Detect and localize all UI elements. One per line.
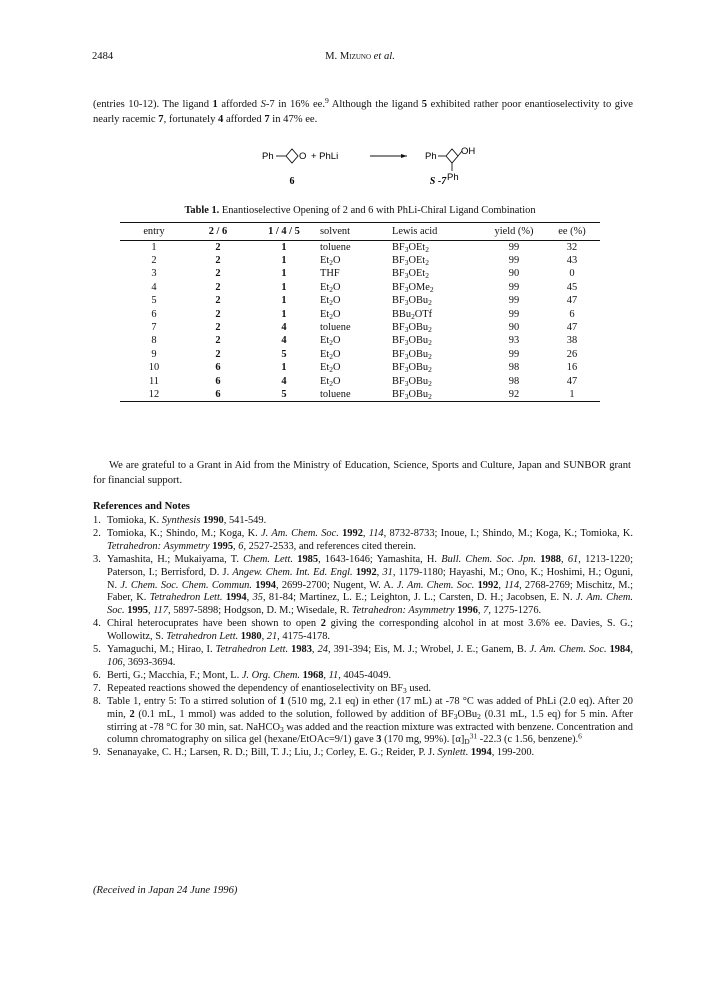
reagent-phli: + PhLi	[311, 151, 339, 162]
cell-ee: 43	[566, 254, 578, 266]
lewis-acid-subscript: 2	[425, 258, 429, 268]
table	[120, 222, 600, 402]
cell-yield: 90	[508, 321, 520, 333]
reference-item	[93, 683, 633, 696]
cell-substrate: 6	[215, 362, 221, 374]
cell-solvent	[320, 348, 392, 361]
references-title: References and Notes	[93, 501, 190, 512]
cell-solvent	[320, 267, 392, 280]
lewis-acid-text: BF	[392, 268, 405, 280]
stereo-label: S	[260, 99, 266, 110]
table-row	[120, 348, 600, 361]
lewis-acid-text: BF	[392, 241, 405, 253]
table-caption	[0, 204, 720, 218]
cell-lewis-acid	[392, 334, 484, 347]
reference-text: Senanayake, C. H.; Larsen, R. D.; Bill, T. J.; Liu, J.; Corley, E. G.; Reider, P. J. Synlett. 1994, 199-200.	[107, 747, 535, 759]
cell-ligand: 4	[281, 375, 287, 387]
lewis-acid-subscript: 3	[404, 258, 409, 268]
cell-entry: 4	[151, 281, 157, 293]
lewis-acid-subscript: 3	[404, 352, 409, 361]
table-row	[120, 294, 600, 307]
cell-ee: 26	[566, 348, 578, 360]
cell-solvent	[320, 281, 392, 294]
lewis-acid-subscript: 3	[404, 378, 409, 388]
lewis-acid-subscript: 3	[404, 392, 409, 402]
reference-number: 3.	[93, 553, 101, 565]
reference-number: 7.	[93, 682, 101, 694]
lewis-acid-text: BF	[392, 388, 405, 400]
cell-entry: 2	[151, 254, 157, 266]
cell-ligand: 1	[281, 281, 287, 293]
reference-text: Yamaguchi, M.; Hirao, I. Tetrahedron Lett. 1983, 24, 391-394; Eis, M. J.; Wrobel, J. E.; Ganem, B. J. Am. Chem. Soc. 1984, 106, 3693-3694.	[107, 644, 633, 668]
lewis-acid-text: OMe	[408, 281, 430, 293]
solvent-subscript: 2	[329, 311, 333, 321]
table-row	[120, 240, 600, 254]
cell-ligand: 5	[281, 348, 287, 360]
cell-solvent	[320, 334, 392, 347]
arrow-head	[401, 154, 407, 158]
solvent-text: O	[332, 295, 341, 307]
solvent-text: O	[332, 254, 341, 266]
solvent-text: O	[332, 308, 341, 320]
cell-substrate: 2	[215, 281, 221, 293]
cell-entry: 11	[148, 375, 159, 387]
solvent-text: Et	[320, 335, 330, 347]
cell-substrate: 2	[215, 308, 221, 320]
cell-yield: 92	[484, 388, 544, 402]
cell-ligand: 1	[281, 241, 287, 253]
solvent-text: O	[332, 348, 341, 360]
lewis-acid-subscript: 2	[425, 244, 429, 254]
cell-solvent	[320, 388, 392, 402]
cell-ligand: 4	[281, 335, 287, 347]
table-label: Table 1.	[184, 205, 220, 216]
lewis-acid-text: BF	[392, 335, 405, 347]
solvent-subscript: 2	[329, 365, 333, 375]
solvent-text: Et	[320, 281, 330, 293]
oxetane-ring	[286, 149, 298, 163]
solvent-subscript: 2	[329, 338, 333, 348]
solvent-text: O	[332, 362, 341, 374]
lewis-acid-text: OBu	[408, 375, 429, 387]
lewis-acid-text: BF	[392, 321, 405, 333]
table-row	[120, 361, 600, 374]
cell-yield: 93	[508, 335, 520, 347]
lewis-acid-text: BBu	[392, 308, 412, 320]
solvent-text: Et	[320, 362, 330, 374]
cell-ligand: 5	[248, 388, 320, 402]
lewis-acid-text: BF	[392, 375, 405, 387]
intro-text: , fortunately	[163, 113, 219, 125]
compound-ref: 7	[158, 113, 164, 125]
cell-substrate: 2	[215, 335, 221, 347]
cell-lewis-acid	[392, 240, 484, 254]
lewis-acid-subscript: 2	[428, 352, 432, 361]
cell-yield: 90	[508, 268, 520, 280]
cell-ee: 38	[566, 335, 578, 347]
page-number: 2484	[92, 51, 114, 62]
compound-ref: 4	[218, 113, 224, 125]
reference-number: 9.	[93, 747, 101, 759]
intro-text: -7 in 16% ee.	[265, 99, 325, 110]
cell-ee: 32	[566, 241, 578, 253]
reference-text: Repeated reactions showed the dependency of enantioselectivity on $BF_3$ used.	[107, 682, 432, 696]
lewis-acid-subscript: 3	[404, 284, 409, 294]
table-row	[120, 334, 600, 347]
intro-text: afforded	[223, 113, 265, 125]
lewis-acid-text: OBu	[408, 321, 429, 333]
cell-entry: 7	[151, 321, 157, 333]
solvent-text: O	[332, 335, 341, 347]
cell-solvent	[320, 375, 392, 388]
cell-ligand: 1	[281, 308, 287, 320]
lewis-acid-text: OBu	[408, 295, 429, 307]
col-header-yield: yield (%)	[484, 223, 544, 241]
cell-lewis-acid	[392, 294, 484, 307]
lewis-acid-text: BF	[392, 362, 405, 374]
author-name: Mizuno	[339, 51, 372, 62]
received-date: (Received in Japan 24 June 1996)	[93, 885, 238, 896]
results-table	[120, 222, 600, 402]
reference-item	[93, 644, 633, 670]
cell-ligand: 1	[281, 268, 287, 280]
solvent-text: Et	[320, 348, 330, 360]
table-row	[120, 254, 600, 267]
cell-entry: 6	[151, 308, 157, 320]
lewis-acid-text: OBu	[408, 362, 429, 374]
cell-entry: 3	[151, 268, 157, 280]
cell-ee: 47	[566, 375, 578, 387]
solvent-text: Et	[320, 295, 330, 307]
cell-solvent	[320, 240, 392, 254]
intro-paragraph	[93, 98, 633, 127]
cell-substrate: 2	[215, 321, 221, 333]
cell-substrate: 2	[215, 348, 221, 360]
reference-text: Tomioka, K. Synthesis 1990, 541-549.	[107, 515, 267, 526]
reference-number: 2.	[93, 527, 101, 539]
cell-ee: 47	[566, 295, 578, 307]
cell-lewis-acid	[392, 388, 484, 402]
cell-solvent	[320, 308, 392, 321]
cell-substrate: 6	[188, 388, 248, 402]
cell-solvent	[320, 294, 392, 307]
lewis-acid-subscript: 2	[428, 378, 432, 388]
cell-entry: 5	[151, 295, 157, 307]
cell-yield: 98	[508, 375, 520, 387]
reference-item	[93, 515, 633, 528]
col-header-ligand: 1 / 4 / 5	[248, 223, 320, 241]
cell-yield: 99	[508, 295, 520, 307]
solvent-text: THF	[320, 268, 340, 280]
lewis-acid-subscript: 2	[429, 284, 434, 294]
reference-number: 5.	[93, 644, 101, 656]
reference-text: Chiral heterocuprates have been shown to open 2 giving the corresponding alcohol in at most 3.6% ee. Davies, S. G.; Wollowitz, S. Tetrahedron Lett. 1980, 21, 4175-4178.	[107, 618, 633, 643]
solvent-subscript: 2	[329, 298, 333, 308]
lewis-acid-text: BF	[392, 295, 405, 307]
solvent-text: toluene	[320, 321, 351, 333]
reference-number: 6.	[93, 669, 101, 681]
solvent-text: O	[332, 281, 341, 293]
table-row	[120, 388, 600, 402]
caption-text: Enantioselective Opening of 2 and 6 with PhLi-Chiral Ligand Combination	[219, 205, 536, 216]
reference-item	[93, 618, 633, 644]
cell-lewis-acid	[392, 375, 484, 388]
compound-ref: 1	[212, 99, 218, 110]
cell-ligand: 1	[281, 295, 287, 307]
author-suffix: et al.	[371, 51, 395, 62]
cell-substrate: 2	[215, 254, 221, 266]
cell-substrate: 6	[215, 375, 221, 387]
lewis-acid-subscript: 3	[404, 271, 409, 281]
table-row	[120, 308, 600, 321]
cell-solvent	[320, 321, 392, 334]
table-row	[120, 375, 600, 388]
solvent-text: Et	[320, 375, 330, 387]
reference-item	[93, 554, 633, 619]
reference-number: 1.	[93, 515, 101, 526]
product-oh: OH	[461, 146, 476, 157]
table-row	[120, 267, 600, 280]
col-header-lewis-acid: Lewis acid	[392, 223, 484, 241]
solvent-text: toluene	[320, 241, 351, 253]
cell-substrate: 2	[215, 241, 221, 253]
cell-substrate: 2	[215, 295, 221, 307]
cell-lewis-acid	[392, 321, 484, 334]
reference-item	[93, 747, 633, 760]
intro-text: in 47% ee.	[269, 113, 318, 125]
lewis-acid-text: OBu	[408, 335, 429, 347]
cell-entry: 9	[151, 348, 157, 360]
product-ph2: Ph	[447, 172, 459, 183]
reference-text: Berti, G.; Macchia, F.; Mont, L. J. Org. Chem. 1968, 11, 4045-4049.	[107, 669, 392, 681]
lewis-acid-text: BF	[392, 281, 405, 293]
cell-yield: 99	[508, 254, 520, 266]
solvent-subscript: 2	[329, 352, 333, 361]
table-header-row	[120, 223, 600, 241]
cell-solvent	[320, 254, 392, 267]
solvent-text: Et	[320, 308, 330, 320]
reactant-oxygen: O	[299, 151, 307, 162]
intro-text: exhibited rather poor enantioselectivity to give nearly racemic	[93, 99, 634, 125]
running-header	[0, 50, 720, 64]
lewis-acid-text: OEt	[408, 241, 426, 253]
cell-lewis-acid	[392, 254, 484, 267]
references-list	[93, 515, 633, 760]
lewis-acid-subscript: 3	[404, 325, 409, 335]
solvent-subscript: 2	[329, 258, 333, 268]
solvent-subscript: 2	[329, 284, 333, 294]
cell-ligand: 1	[281, 254, 287, 266]
acknowledgement: We are grateful to a Grant in Aid from the Ministry of Education, Science, Sports and Culture, Japan and SUNBOR grant for financial support.	[93, 460, 631, 486]
footnote-marker: 9	[325, 96, 329, 106]
lewis-acid-text: OBu	[408, 348, 429, 360]
solvent-text: Et	[320, 254, 330, 266]
lewis-acid-subscript: 2	[428, 298, 432, 308]
reactant-label: 6	[289, 176, 295, 187]
reference-text: Tomioka, K.; Shindo, M.; Koga, K. J. Am. Chem. Soc. 1992, 114, 8732-8733; Inoue, I.; Shindo, M.; Koga, K.; Tomioka, K. Tetrahedron: Asymmetry 1995, 6, 2527-2533, and references cited therein.	[107, 527, 634, 552]
table-row	[120, 321, 600, 334]
cell-lewis-acid	[392, 267, 484, 280]
lewis-acid-subscript: 3	[404, 298, 409, 308]
cell-yield: 99	[508, 348, 520, 360]
lewis-acid-subscript: 3	[404, 244, 409, 254]
cell-entry: 1	[151, 241, 157, 253]
reference-item	[93, 670, 633, 683]
cell-ee: 47	[566, 321, 578, 333]
reference-text: Yamashita, H.; Mukaiyama, T. Chem. Lett. 1985, 1643-1646; Yamashita, H. Bull. Chem. Soc. Jpn. 1988, 61, 1213-1220; Paterson, I.; Berrisford, D. J. Angew. Chem. Int. Ed. Engl. 1992, 31, 1179-1180; Hayashi, M.; Ono, K.; Hoshimi, H.; Oguni, N. J. Chem. Soc. Chem. Commun. 1994, 2699-2700; Nugent, W. A. J. Am. Chem. Soc. 1992, 114, 2768-2769; Mischitz, M.; Faber, K. Tetrahedron Lett. 1994, 35, 81-84; Martinez, L. E.; Leighton, J. L.; Carsten, D. H.; Jacobsen, E. N. J. Am. Chem. Soc. 1995, 117, 5897-5898; Hodgson, D. M.; Wisedale, R. Tetrahedron: Asymmetry 1996, 7, 1275-1276.	[107, 553, 634, 617]
solvent-subscript: 2	[329, 378, 333, 388]
lewis-acid-text: BF	[392, 254, 405, 266]
compound-ref: 7	[264, 113, 270, 125]
reference-item	[93, 528, 633, 554]
product-ph: Ph	[425, 151, 437, 162]
cell-ligand: 4	[281, 321, 287, 333]
cell-lewis-acid	[392, 348, 484, 361]
lewis-acid-subscript: 2	[428, 392, 432, 402]
lewis-acid-subscript: 3	[404, 338, 409, 348]
product-label: S -7	[429, 176, 447, 187]
cell-ee: 6	[569, 308, 575, 320]
col-header-entry: entry	[120, 223, 188, 241]
cell-lewis-acid	[392, 308, 484, 321]
lewis-acid-subscript: 3	[404, 365, 409, 375]
reactant-ph: Ph	[262, 151, 274, 162]
lewis-acid-text: OEt	[408, 268, 426, 280]
cell-solvent	[320, 361, 392, 374]
cell-ee: 16	[566, 362, 578, 374]
reference-item	[93, 696, 633, 748]
lewis-acid-subscript: 2	[428, 338, 432, 348]
reaction-scheme	[262, 144, 512, 194]
author-prefix: M.	[325, 51, 340, 62]
intro-text: Although the ligand	[328, 99, 422, 110]
cell-substrate: 2	[215, 268, 221, 280]
lewis-acid-text: OBu	[408, 388, 429, 400]
cell-ee: 1	[544, 388, 600, 402]
col-header-substrate: 2 / 6	[188, 223, 248, 241]
lewis-acid-text: OEt	[408, 254, 426, 266]
reference-number: 4.	[93, 618, 101, 630]
cell-lewis-acid	[392, 361, 484, 374]
reference-number: 8.	[93, 695, 101, 707]
cell-entry: 10	[148, 362, 160, 374]
cyclobutane-ring	[446, 149, 458, 163]
cell-ee: 0	[569, 268, 575, 280]
table-row	[120, 281, 600, 294]
lewis-acid-subscript: 2	[428, 325, 432, 335]
cell-yield: 98	[508, 362, 520, 374]
lewis-acid-subscript: 2	[425, 271, 429, 281]
lewis-acid-subscript: 2	[428, 365, 432, 375]
lewis-acid-subscript: 2	[411, 311, 415, 321]
solvent-text: toluene	[320, 388, 351, 400]
lewis-acid-text: BF	[392, 348, 405, 360]
reference-text: Table 1, entry 5: To a stirred solution of 1 (510 mg, 2.1 eq) in ether (17 mL) at -78 °C was added of PhLi (2.0 eq). After 20 min, 2 (0.1 mL, 1 mmol) was added to the solution, followed by addition of $BF_3OBu_2$ (0.31 mL, 1.5 eq) for 5 min. After stirring at -78 °C for 30 min, sat. NaHCO$_3$ was added and the reaction mixture was extracted with benzene. Concentration and column chromatography on silica gel (hexane/EtOAc=9/1) gave 3 (170 mg, 99%). $[\alpha]_D^{31}$ -22.3 (c 1.56, benzene).$^6$	[107, 695, 633, 747]
compound-ref: 5	[421, 99, 428, 110]
cell-entry: 8	[151, 335, 157, 347]
cell-entry: 12	[120, 388, 188, 402]
cell-lewis-acid	[392, 281, 484, 294]
col-header-ee: ee (%)	[544, 223, 600, 241]
intro-text: (entries 10-12). The ligand	[93, 99, 213, 110]
cell-yield: 99	[508, 308, 520, 320]
lewis-acid-text: OTf	[414, 308, 433, 320]
intro-text: afforded	[217, 99, 261, 110]
cell-yield: 99	[508, 281, 520, 293]
col-header-solvent: solvent	[320, 223, 392, 241]
solvent-text: O	[332, 375, 341, 387]
cell-ee: 45	[566, 281, 578, 293]
cell-ligand: 1	[281, 362, 287, 374]
cell-yield: 99	[508, 241, 520, 253]
